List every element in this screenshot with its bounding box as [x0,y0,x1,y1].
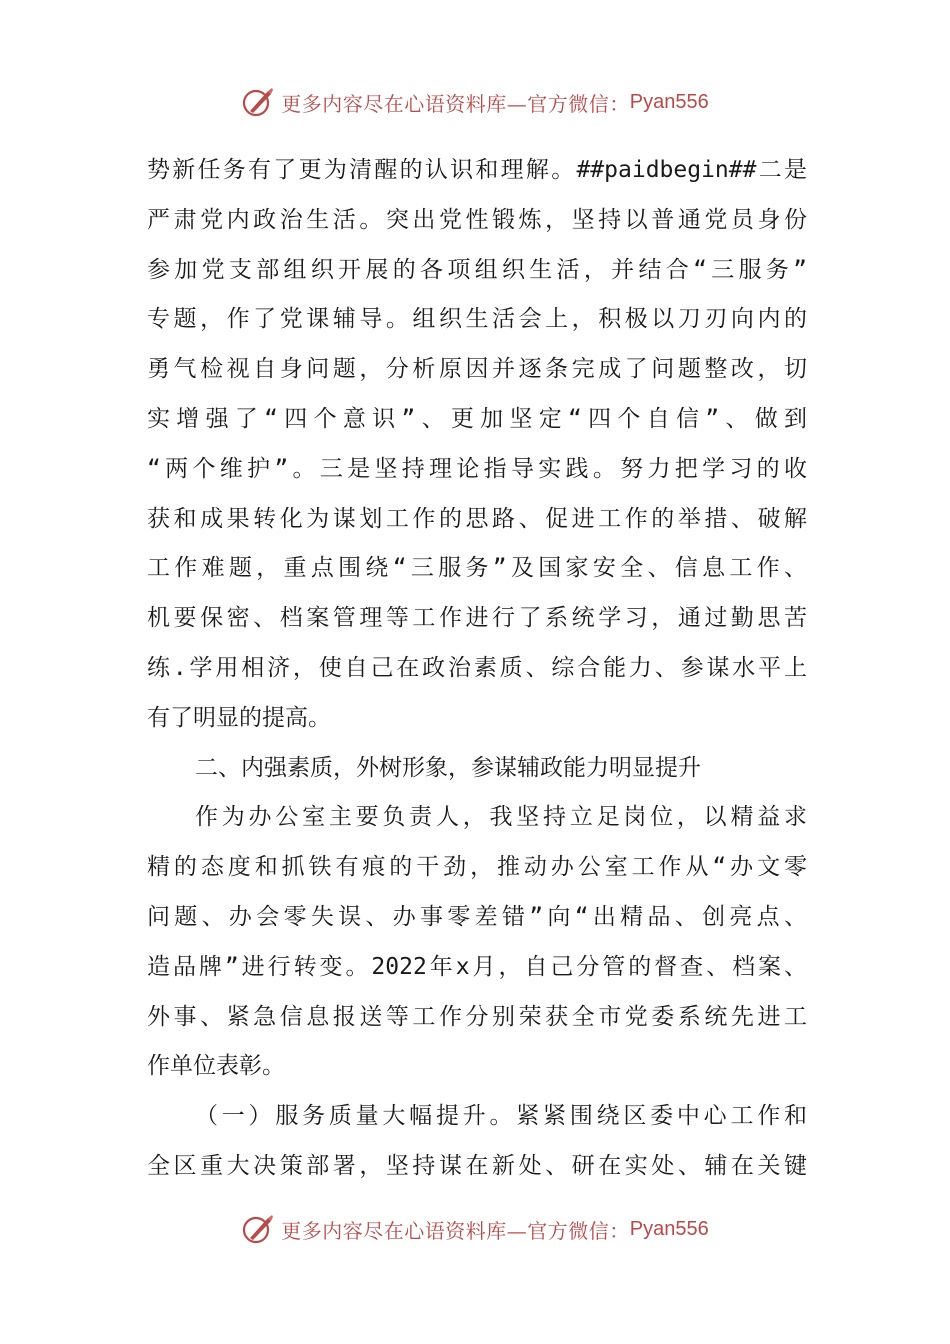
body-line: 作单位表彰。 [147,1053,285,1080]
body-line: 精的态度和抓铁有痕的干劲，推动办公室工作从“办文零 [147,854,807,881]
body-line: 获和成果转化为谋划工作的思路、促进工作的举措、破解 [147,505,807,532]
body-line: 机要保密、档案管理等工作进行了系统学习，通过勤思苦 [147,605,807,632]
document-body [147,146,807,1192]
pen-circle-icon [241,85,275,119]
body-line: 全区重大决策部署，坚持谋在新处、研在实处、辅在关键 [147,1152,807,1179]
banner-handle: Pyan556 [629,1217,709,1240]
banner-handle: Pyan556 [629,90,709,113]
body-line: “两个维护”。三是坚持理论指导实践。努力把学习的收 [147,455,807,482]
subsection-heading: （一）服务质量大幅提升。紧紧围绕区委中心工作和 [195,1103,807,1130]
body-line: 严肃党内政治生活。突出党性锻炼，坚持以普通党员身份 [147,206,807,233]
body-line: 问题、办会零失误、办事零差错”向“出精品、创亮点、 [147,903,807,930]
body-line: 实增强了“四个意识”、更加坚定“四个自信”、做到 [147,405,807,432]
body-line: 外事、紧急信息报送等工作分别荣获全市党委系统先进工 [147,1003,807,1030]
banner-text: 更多内容尽在心语资料库—官方微信： [281,1218,630,1243]
body-line: 势新任务有了更为清醒的认识和理解。##paidbegin##二是 [147,157,807,183]
body-line: 有了明显的提高。 [147,704,331,731]
header-banner [0,82,950,122]
body-line: 参加党支部组织开展的各项组织生活，并结合“三服务” [147,256,807,283]
body-line: 作为办公室主要负责人，我坚持立足岗位，以精益求 [195,804,807,831]
body-line: 勇气检视自身问题，分析原因并逐条完成了问题整改，切 [147,356,807,383]
banner-text: 更多内容尽在心语资料库—官方微信： [281,91,630,116]
pen-circle-icon [241,1212,275,1246]
section-heading: 二、内强素质，外树形象，参谋辅政能力明显提升 [195,754,701,781]
body-line: 工作难题，重点围绕“三服务”及国家安全、信息工作、 [147,555,807,582]
footer-banner [0,1209,950,1249]
body-line: 练.学用相济，使自己在政治素质、综合能力、参谋水平上 [147,654,807,681]
body-line: 专题，作了党课辅导。组织生活会上，积极以刀刃向内的 [147,306,807,333]
body-line: 造品牌”进行转变。2022年x月，自己分管的督查、档案、 [147,953,807,980]
